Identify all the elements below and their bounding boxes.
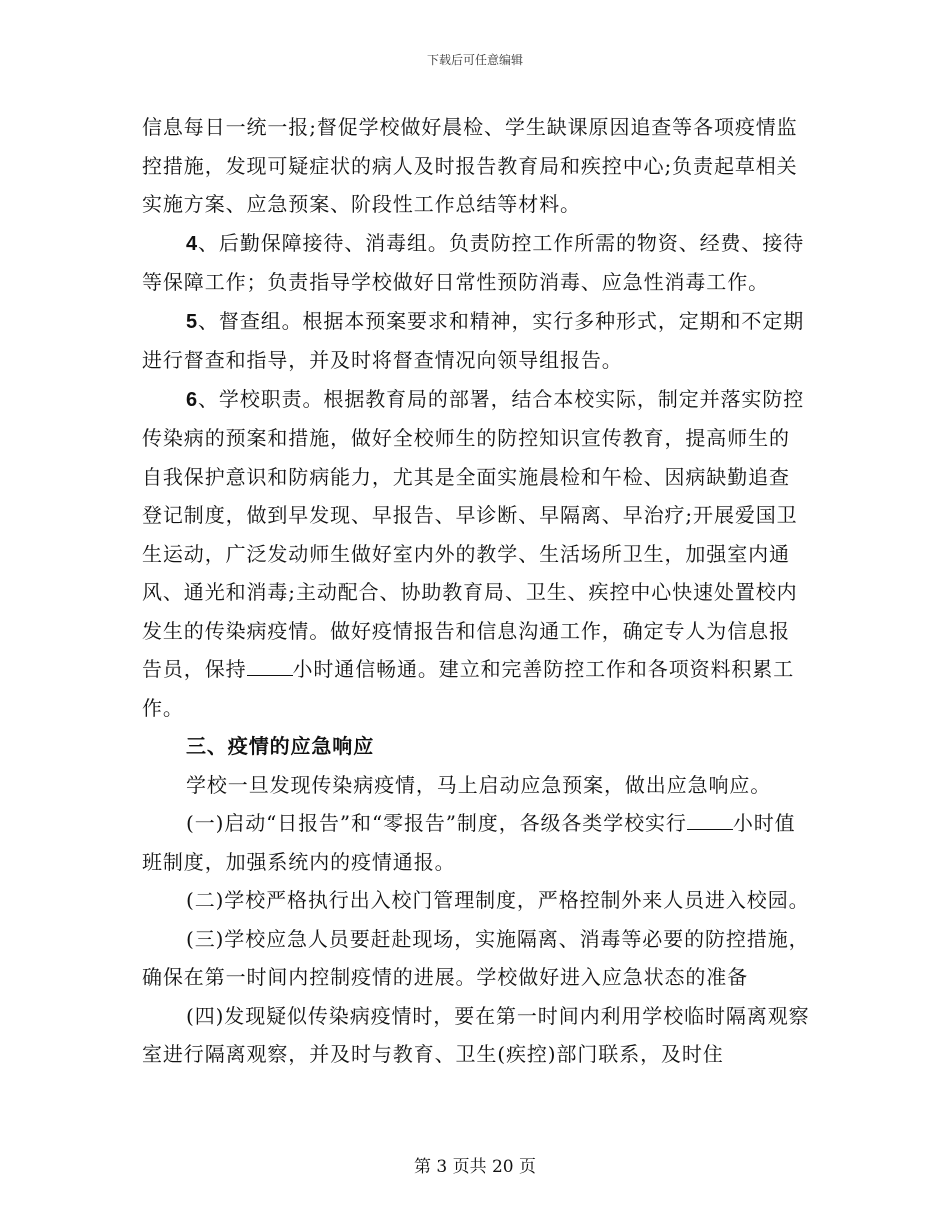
paragraph-text: 、学校职责。根据教育局的部署，结合本校实际，制定并落实防控传染病的预案和措施，做好全校师生的防控知识宣传教育，提高师生的自我保护意识和防病能力，尤其是全面实施晨检和午检、因病缺勤追查登记制度，做到早发现、早报告、早诊断、早隔离、早治疗;开展爱国卫生运动，广泛发动师生做好室内外的教学、生活场所卫生，加强室内通风、通光和消毒;主动配合、协助教育局、卫生、疾控中心快速处置校内发生的传染病疫情。做好疫情报告和信息沟通工作，确定专人为信息报告员，保持	[142, 386, 805, 681]
paragraph-text: 小时值班制度，加强系统内的疫情通报。	[142, 811, 796, 874]
item-number: 6	[186, 388, 199, 411]
paragraph-text: (一)启动“日报告”和“零报告”制度，各级各类学校实行	[186, 811, 687, 835]
paragraph-gate-management: (二)学校严格执行出入校门管理制度，严格控制外来人员进入校园。	[186, 888, 810, 912]
paragraph-supervision	[142, 302, 810, 380]
paragraph-info-report: 信息每日一统一报;督促学校做好晨检、学生缺课原因追查等各项疫情监控措施，发现可疑症状的病人及时报告教育局和疾控中心;负责起草相关实施方案、应急预案、阶段性工作总结等材料。	[142, 115, 798, 216]
page-footer: 第 3 页共 20 页	[413, 1157, 537, 1177]
section-heading: 三、疫情的应急响应	[186, 734, 375, 758]
paragraph-text: 小时通信畅通。建立和完善防控工作和各项资料积累工作。	[142, 657, 795, 720]
item-number: 4	[186, 232, 199, 255]
paragraph-logistics	[142, 224, 810, 302]
paragraph-text: 、后勤保障接待、消毒组。负责防控工作所需的物资、经费、接待等保障工作；负责指导学校做好日常性预防消毒、应急性消毒工作。	[142, 230, 805, 294]
paragraph-text: 、督查组。根据本预案要求和精神，实行多种形式，定期和不定期进行督查和指导，并及时将督查情况向领导组报告。	[142, 308, 805, 372]
paragraph-emergency-start: 学校一旦发现传染病疫情，马上启动应急预案，做出应急响应。	[186, 772, 772, 797]
paragraph-daily-report	[142, 804, 810, 881]
page-header: 下载后可任意编辑	[426, 53, 523, 67]
paragraph-school-duty	[142, 380, 810, 728]
item-number: 5	[186, 310, 199, 333]
fill-in-blank	[247, 657, 293, 676]
paragraph-emergency-staff: (三)学校应急人员要赶赴现场，实施隔离、消毒等必要的防控措施，确保在第一时间内控制疫情的进展。学校做好进入应急状态的准备	[142, 926, 810, 989]
paragraph-suspected-case: (四)发现疑似传染病疫情时，要在第一时间内利用学校临时隔离观察室进行隔离观察，并及时与教育、卫生(疾控)部门联系，及时住	[142, 1003, 810, 1066]
fill-in-blank	[687, 811, 733, 830]
document-body	[142, 108, 810, 1074]
